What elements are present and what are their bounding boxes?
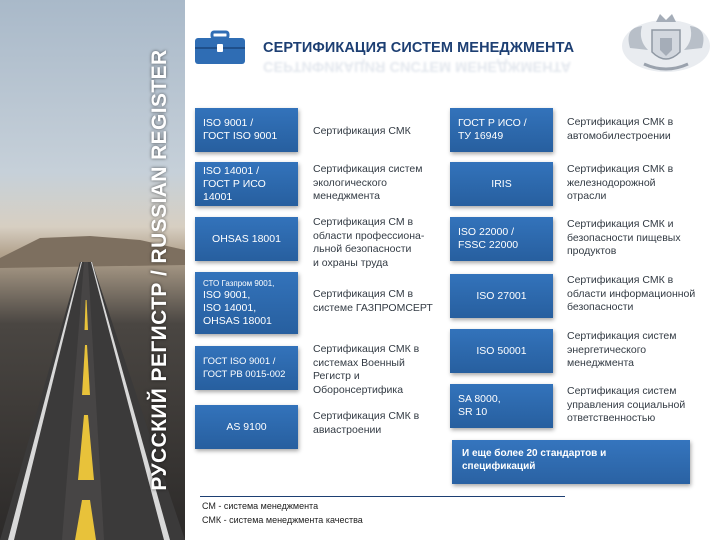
page-title-reflection: СЕРТИФИКАЦИЯ СИСТЕМ МЕНЕДЖМЕНТА <box>263 58 572 74</box>
standard-label: ISO 9001, ISO 14001, OHSAS 18001 <box>203 289 272 327</box>
footnote: СМК - система менеджмента качества <box>202 515 363 525</box>
standard-box-ohsas18001 <box>195 217 298 261</box>
standard-box-iso50001 <box>450 329 553 373</box>
certification-description: Сертификация СМК и безопасности пищевых продуктов <box>567 218 681 257</box>
certification-description: Сертификация систем управления социальной ответственностью <box>567 385 686 424</box>
certification-description: Сертификация СМК в авиастроении <box>313 410 420 436</box>
standard-label: ISO 14001 / ГОСТ Р ИСО 14001 <box>203 164 266 203</box>
standard-box-as9100 <box>195 405 298 449</box>
standard-label: SA 8000, SR 10 <box>458 393 501 418</box>
standard-label: ISO 50001 <box>476 344 527 357</box>
standard-box-gazprom <box>195 272 298 334</box>
standard-box-iso27001 <box>450 274 553 318</box>
footer-divider <box>200 496 565 497</box>
certification-description: Сертификация систем экологического менеджмента <box>313 163 423 202</box>
more-standards-box: И еще более 20 стандартов и спецификаций <box>452 440 690 484</box>
certification-description: Сертификация СМК <box>313 125 411 137</box>
standard-label: IRIS <box>491 177 512 190</box>
standard-label: ISO 9001 / ГОСТ ISO 9001 <box>203 117 278 142</box>
certification-description: Сертификация СМ в системе ГАЗПРОМСЕРТ <box>313 288 433 314</box>
certification-description: Сертификация СМК в области информационной безопасности <box>567 274 696 313</box>
page-title: СЕРТИФИКАЦИЯ СИСТЕМ МЕНЕДЖМЕНТА <box>263 40 575 56</box>
standard-box-iso9001 <box>195 108 298 152</box>
standard-box-iris <box>450 162 553 206</box>
certification-description: Сертификация СМК в автомобилестроении <box>567 116 674 142</box>
standard-box-iatf16949 <box>450 108 553 152</box>
standard-label: ГОСТ Р ИСО / ТУ 16949 <box>458 117 527 142</box>
side-banner-text: РУССКИЙ РЕГИСТР / RUSSIAN REGISTER <box>148 49 171 491</box>
side-banner <box>140 0 180 540</box>
standard-label: OHSAS 18001 <box>212 232 281 245</box>
certification-description: Сертификация СМ в области профессиона- льной безопасности и охраны труда <box>313 216 425 269</box>
footnote: СМ - система менеджмента <box>202 501 319 511</box>
standard-box-iso14001 <box>195 162 298 206</box>
standard-label-small: СТО Газпром 9001, <box>203 279 275 288</box>
road-photo <box>0 0 185 540</box>
standard-box-iso22000 <box>450 217 553 261</box>
standard-label: ISO 27001 <box>476 289 527 302</box>
certification-description: Сертификация систем энергетического менеджмента <box>567 330 677 369</box>
standard-label: ISO 22000 / FSSC 22000 <box>458 226 519 251</box>
standard-label: AS 9100 <box>226 420 267 433</box>
standard-box-gost-rv <box>195 346 298 390</box>
coat-of-arms-icon <box>620 8 712 80</box>
certification-description: Сертификация СМК в системах Военный Регистр и Оборонсертифика <box>313 343 420 396</box>
standard-box-sa8000 <box>450 384 553 428</box>
certification-description: Сертификация СМК в железнодорожной отрасли <box>567 163 674 202</box>
standard-label: ГОСТ ISO 9001 / ГОСТ РВ 0015-002 <box>203 356 286 380</box>
briefcase-icon <box>193 30 247 66</box>
